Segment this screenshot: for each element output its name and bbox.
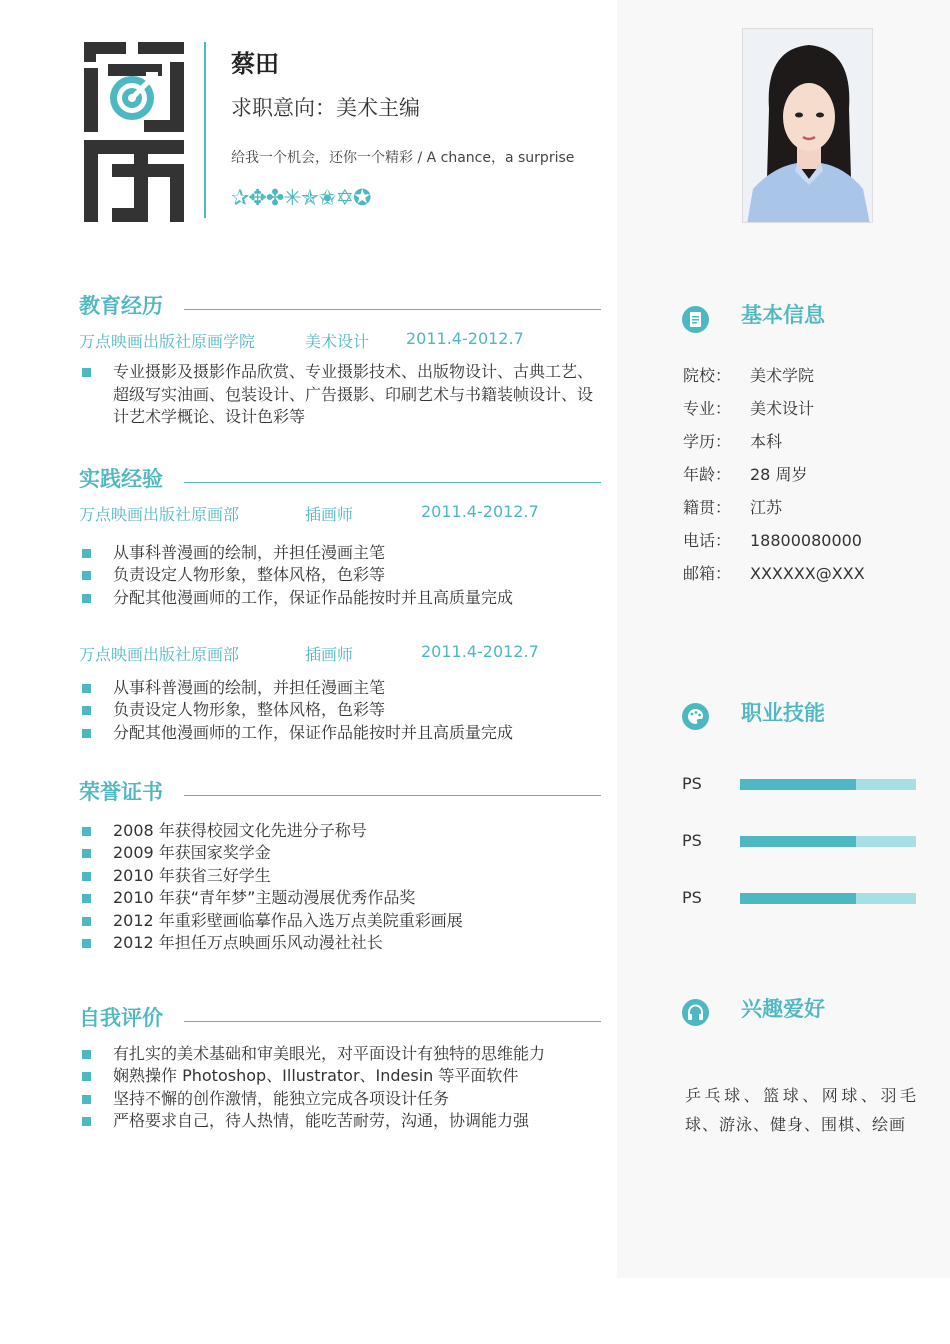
skill-bar-fill [740,779,856,790]
list-item: 2008 年获得校园文化先进分子称号 [82,820,463,842]
section-title-self-evaluation: 自我评价 [79,1006,163,1030]
section-title-practice: 实践经验 [79,467,163,491]
list-item: 负责设定人物形象，整体风格，色彩等 [82,564,513,586]
list-item: 分配其他漫画师的工作，保证作品能按时并且高质量完成 [82,722,513,744]
section-title-skills: 职业技能 [741,701,825,725]
honors-list [82,820,463,954]
list-item: 2010 年获“青年梦”主题动漫展优秀作品奖 [82,887,463,909]
education-description: 专业摄影及摄影作品欣赏、专业摄影技术、出版物设计、古典工艺、超级写实油画、包装设计、广告摄影、印刷艺术与书籍装帧设计、设计艺术学概论、设计色彩等 [113,362,594,426]
info-row-school: 院校： 美术学院 [683,366,815,385]
education-role: 美术设计 [305,332,370,351]
practice-date: 2011.4-2012.7 [421,502,539,521]
skill-bar [740,836,916,847]
list-item: 分配其他漫画师的工作，保证作品能按时并且高质量完成 [82,587,513,609]
headphones-icon [682,999,709,1026]
section-divider [184,1021,601,1022]
header-divider [204,42,206,218]
practice-org: 万点映画出版社原画部 [79,645,240,664]
profile-photo [742,28,873,223]
job-intent: 求职意向：美术主编 [231,96,420,120]
candidate-name: 蔡田 [231,50,279,78]
skill-bar [740,893,916,904]
palette-icon [682,703,709,730]
list-item: 2010 年获省三好学生 [82,865,463,887]
motto: 给我一个机会，还你一个精彩 / A chance，a surprise [231,150,575,166]
skill-bar-fill [740,836,856,847]
list-item: 2009 年获国家奖学金 [82,842,463,864]
resume-logo [82,40,186,222]
info-row-email: 邮箱： XXXXXX@XXX [683,564,865,583]
skill-label: PS [682,888,702,907]
education-date: 2011.4-2012.7 [406,329,524,348]
list-item: 从事科普漫画的绘制，并担任漫画主笔 [82,542,513,564]
info-row-phone: 电话： 18800080000 [683,531,862,550]
section-divider [184,482,601,483]
portrait-illustration [743,29,873,223]
list-item: 有扎实的美术基础和审美眼光，对平面设计有独特的思维能力 [82,1043,545,1065]
decorative-stars: ✰✥✤✳✯✬✡✪ [231,186,371,211]
info-row-hometown: 籍贯： 江苏 [683,498,783,517]
practice-duties-list [82,677,513,744]
info-row-age: 年龄： 28 周岁 [683,465,808,484]
list-item: 从事科普漫画的绘制，并担任漫画主笔 [82,677,513,699]
section-divider [184,795,601,796]
section-title-honors: 荣誉证书 [79,780,163,804]
section-divider [184,309,601,310]
section-title-basic-info: 基本信息 [741,303,825,327]
bullet-marker [82,368,91,377]
practice-role: 插画师 [305,645,354,664]
practice-duties-list [82,542,513,609]
list-item: 2012 年重彩壁画临摹作品入选万点美院重彩画展 [82,910,463,932]
section-title-hobbies: 兴趣爱好 [741,997,825,1021]
hobbies-text: 乒乓球、篮球、网球、羽毛球、游泳、健身、围棋、绘画 [685,1086,917,1134]
list-item: 娴熟操作 Photoshop、Illustrator、Indesin 等平面软件 [82,1065,545,1087]
list-item: 严格要求自己，待人热情，能吃苦耐劳，沟通，协调能力强 [82,1110,545,1132]
skill-label: PS [682,831,702,850]
education-org: 万点映画出版社原画学院 [79,332,256,351]
document-icon [682,306,709,333]
list-item: 坚持不懈的创作激情，能独立完成各项设计任务 [82,1088,545,1110]
list-item: 负责设定人物形象，整体风格，色彩等 [82,699,513,721]
self-evaluation-list [82,1043,545,1133]
info-row-degree: 学历： 本科 [683,432,783,451]
practice-role: 插画师 [305,505,354,524]
skill-bar-fill [740,893,856,904]
practice-date: 2011.4-2012.7 [421,642,539,661]
info-row-major: 专业： 美术设计 [683,399,815,418]
skill-label: PS [682,774,702,793]
practice-org: 万点映画出版社原画部 [79,505,240,524]
section-title-education: 教育经历 [79,294,163,318]
skill-bar [740,779,916,790]
list-item: 2012 年担任万点映画乐风动漫社社长 [82,932,463,954]
